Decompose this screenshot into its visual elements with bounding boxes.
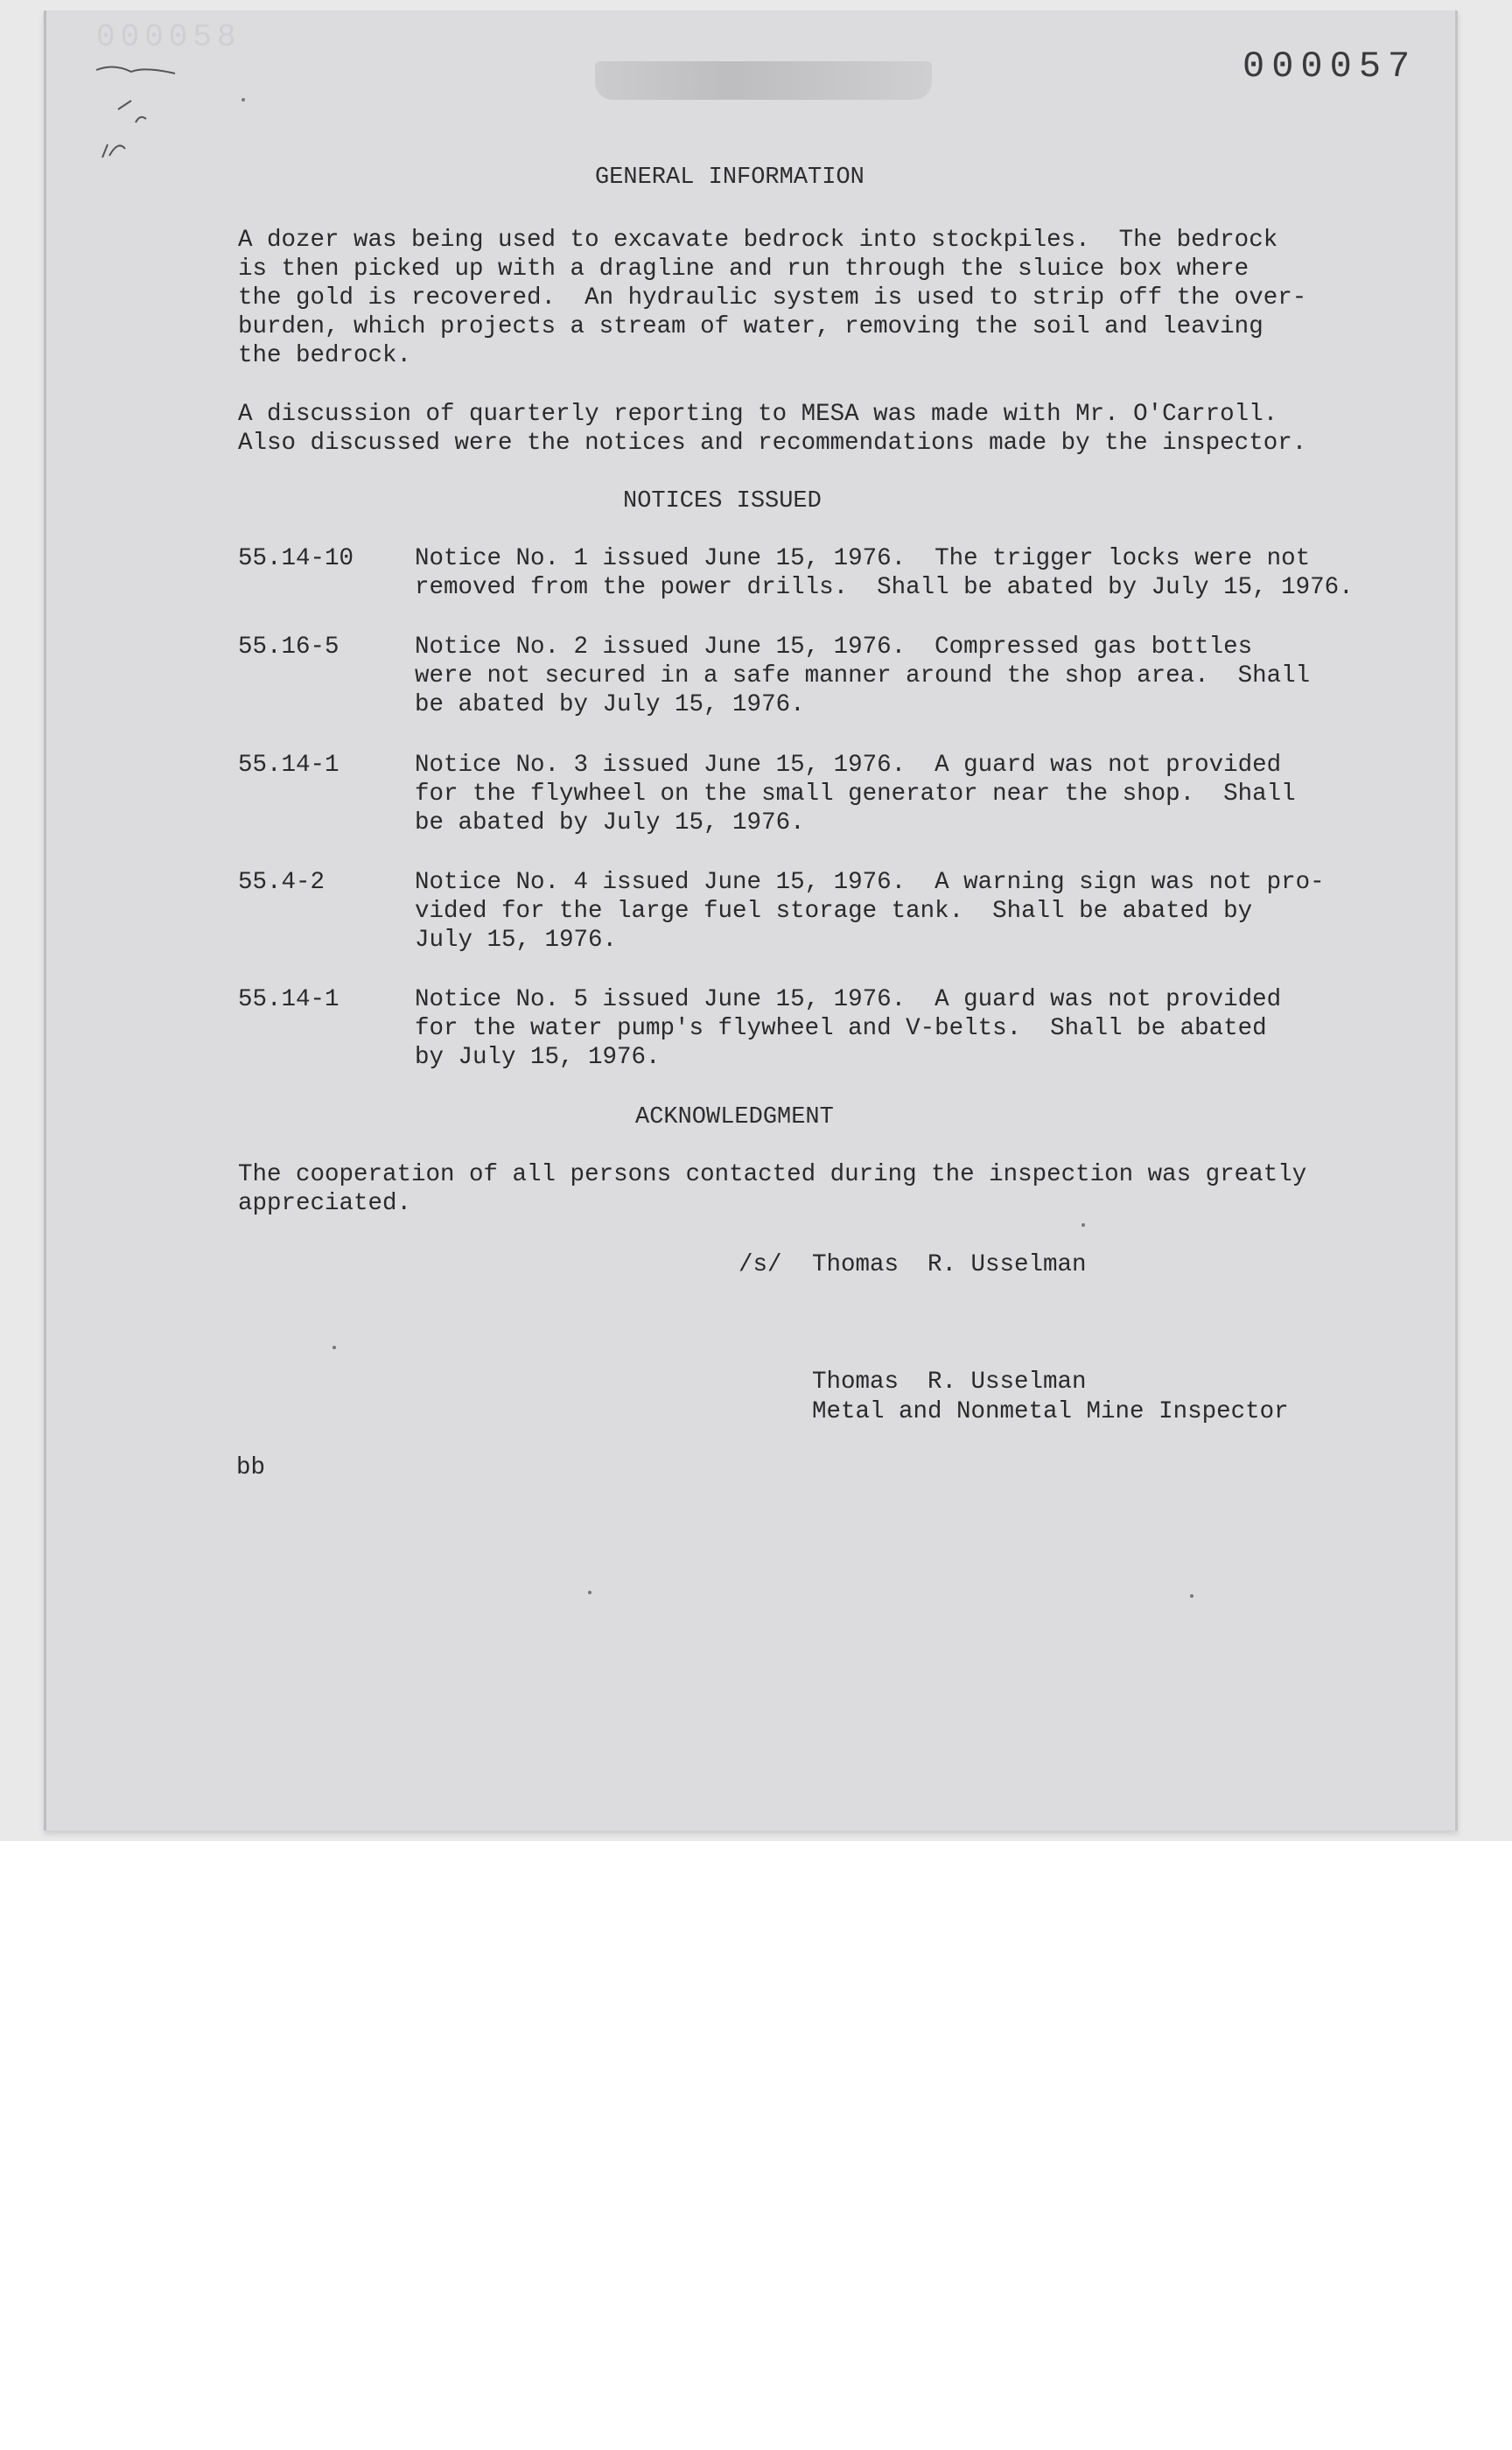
scan-speck (1190, 1594, 1194, 1598)
paragraph-line: the bedrock. (238, 342, 412, 369)
regulation-code: 55.4-2 (238, 869, 326, 896)
redaction-smudge (595, 61, 932, 100)
notice-text (415, 633, 1310, 719)
notice-line: Notice No. 4 issued June 15, 1976. A warning sign was not pro- (415, 869, 1325, 896)
notice-line: removed from the power drills. Shall be abated by July 15, 1976. (415, 574, 1354, 601)
notice-line: be abated by July 15, 1976. (415, 809, 805, 836)
notice-text (415, 751, 1296, 837)
signed-name: Thomas R. Usselman (812, 1251, 1087, 1278)
ghost-page-number: 000058 (96, 19, 242, 55)
notice-text (415, 868, 1325, 955)
notices-issued-heading: NOTICES ISSUED (623, 488, 822, 514)
paragraph-line: appreciated. (238, 1190, 412, 1217)
notice-line: be abated by July 15, 1976. (415, 691, 805, 718)
notice-line: July 15, 1976. (415, 927, 618, 954)
inspector-title: Metal and Nonmetal Mine Inspector (812, 1398, 1289, 1425)
general-information-paragraph-1 (238, 226, 1358, 370)
regulation-code: 55.14-1 (238, 752, 340, 779)
notice-line: for the flywheel on the small generator near the shop. Shall (415, 780, 1296, 808)
regulation-code: 55.16-5 (238, 634, 340, 661)
typist-initials: bb (236, 1454, 266, 1481)
notice-line: Notice No. 1 issued June 15, 1976. The trigger locks were not (415, 545, 1311, 572)
paragraph-line: A discussion of quarterly reporting to MESA was made with Mr. O'Carroll. (238, 401, 1278, 428)
notice-line: for the water pump's flywheel and V-belts. Shall be abated (415, 1015, 1267, 1042)
acknowledgment-heading: ACKNOWLEDGMENT (635, 1104, 834, 1130)
general-information-paragraph-2 (238, 400, 1358, 458)
notice-line: Notice No. 3 issued June 15, 1976. A guard was not provided (415, 752, 1282, 779)
paragraph-line: the gold is recovered. An hydraulic system is used to strip off the over- (238, 284, 1307, 312)
signed-marker: /s/ (738, 1251, 782, 1278)
general-information-heading: GENERAL INFORMATION (595, 164, 864, 191)
regulation-code: 55.14-1 (238, 986, 340, 1013)
pen-mark-icon (92, 61, 179, 166)
page-number: 000057 (1242, 46, 1418, 88)
notice-line: by July 15, 1976. (415, 1044, 661, 1071)
scan-speck (1082, 1223, 1085, 1227)
notice-line: vided for the large fuel storage tank. Shall be abated by (415, 898, 1253, 925)
paragraph-line: Also discussed were the notices and recommendations made by the inspector. (238, 430, 1307, 457)
paragraph-line: is then picked up with a dragline and run through the sluice box where (238, 256, 1250, 283)
scan-speck (242, 98, 245, 102)
paragraph-line: The cooperation of all persons contacted during the inspection was greatly (238, 1161, 1307, 1188)
notice-text (415, 544, 1354, 602)
paragraph-line: burden, which projects a stream of water, removing the soil and leaving (238, 313, 1264, 340)
scan-speck (332, 1346, 336, 1349)
notice-line: Notice No. 2 issued June 15, 1976. Compressed gas bottles (415, 634, 1253, 661)
notice-line: Notice No. 5 issued June 15, 1976. A guard was not provided (415, 986, 1282, 1013)
notice-line: were not secured in a safe manner around the shop area. Shall (415, 662, 1311, 690)
paragraph-line: A dozer was being used to excavate bedrock into stockpiles. The bedrock (238, 227, 1278, 254)
regulation-code: 55.14-10 (238, 545, 354, 572)
notice-text (415, 985, 1281, 1072)
inspector-name: Thomas R. Usselman (812, 1368, 1087, 1396)
scan-speck (588, 1591, 592, 1594)
acknowledgment-paragraph (238, 1160, 1358, 1218)
